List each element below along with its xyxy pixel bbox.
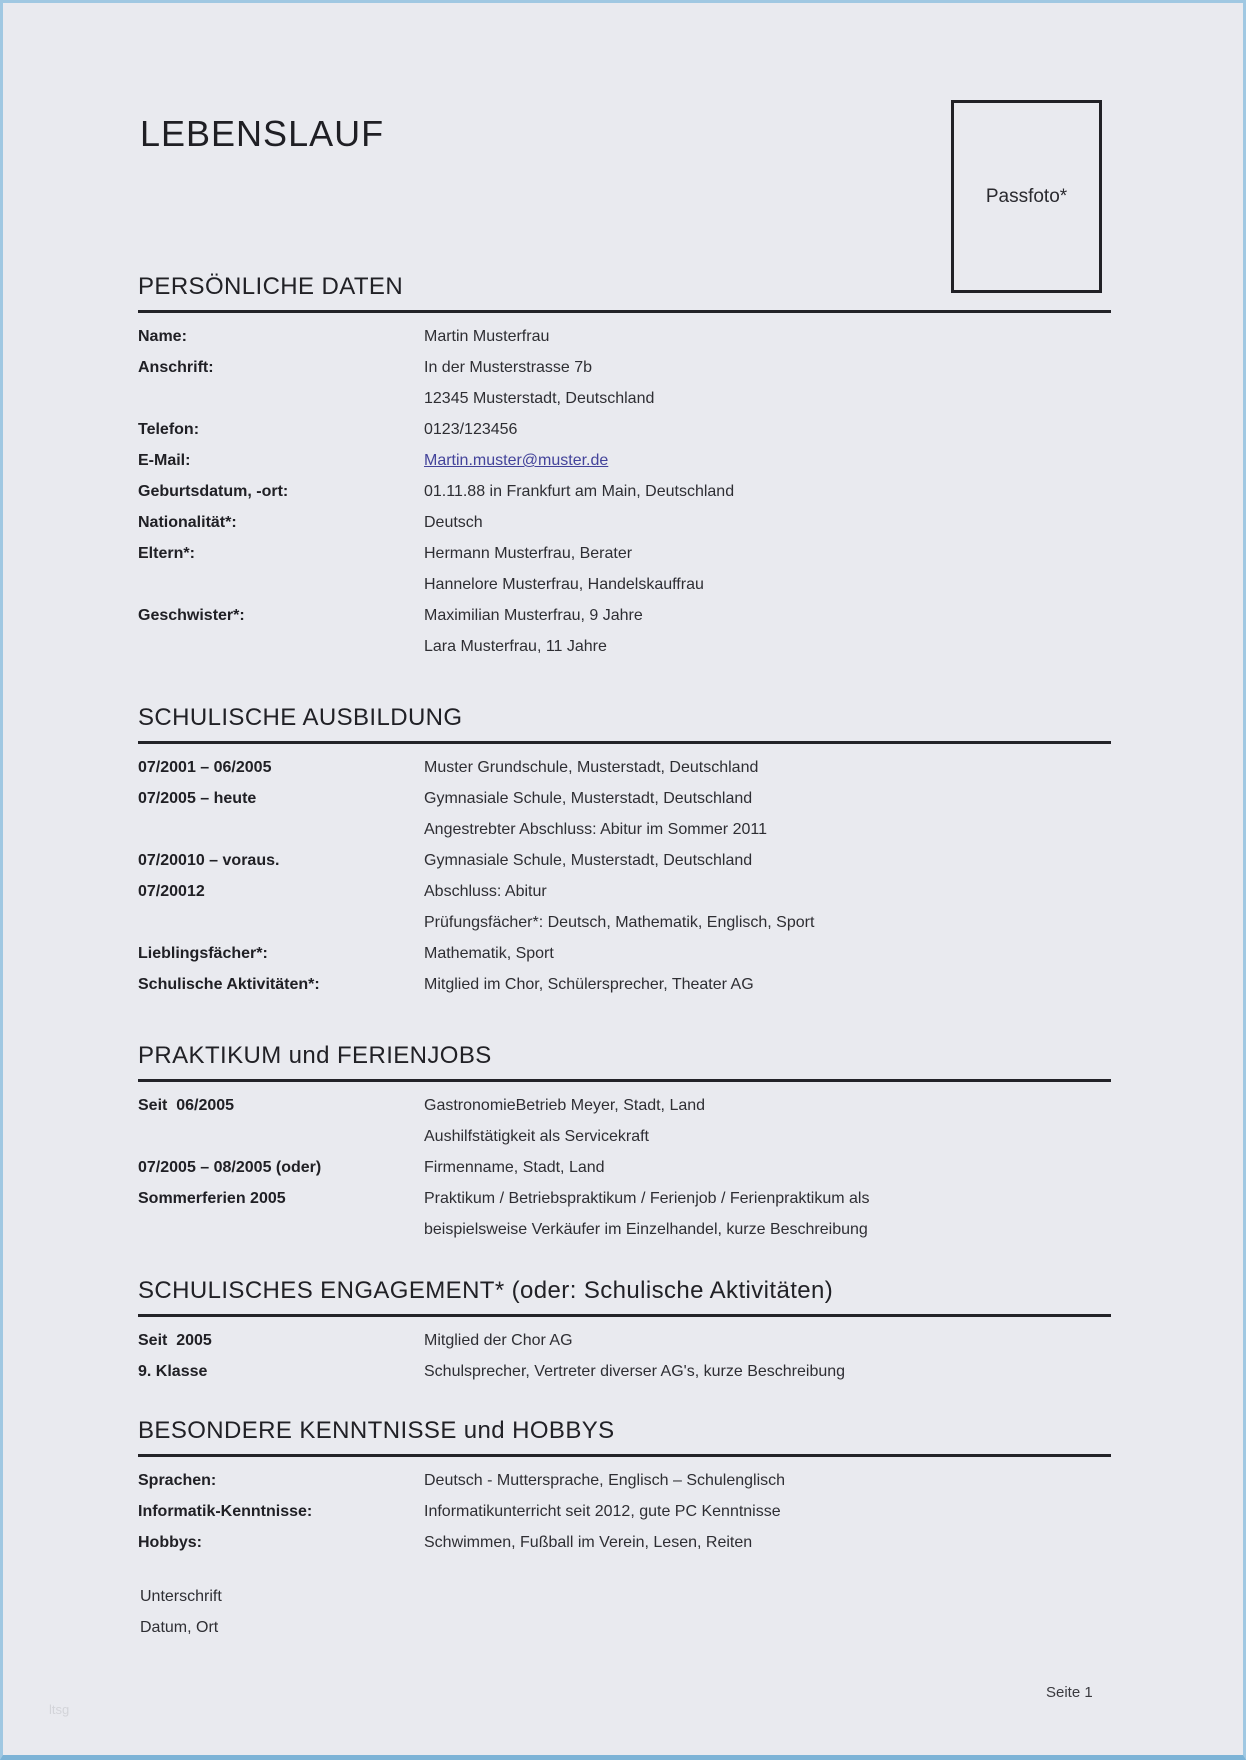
field-value: 12345 Musterstadt, Deutschland: [424, 390, 655, 407]
field-label: Sommerferien 2005: [138, 1190, 286, 1207]
field-value: Hermann Musterfrau, Berater: [424, 545, 633, 562]
field-label: E-Mail:: [138, 452, 191, 469]
field-row: [138, 783, 1111, 814]
page-title: LEBENSLAUF: [140, 113, 385, 154]
field-label: [138, 907, 424, 938]
section-heading: SCHULISCHES ENGAGEMENT* (oder: Schulische Aktivitäten): [138, 1277, 834, 1304]
field-row: [138, 445, 1111, 476]
watermark-text: ltsg: [49, 1702, 70, 1717]
field-row: [138, 538, 1111, 569]
field-value: Mathematik, Sport: [424, 945, 554, 962]
field-label: 07/20012: [138, 883, 205, 900]
section-heading: BESONDERE KENNTNISSE und HOBBYS: [138, 1417, 615, 1444]
field-label: 9. Klasse: [138, 1363, 208, 1380]
field-row: [138, 569, 1111, 600]
field-label: 07/2005 – 08/2005 (oder): [138, 1159, 322, 1176]
field-row: [138, 1090, 1111, 1121]
section-schulisches-engagement: [138, 1277, 1111, 1387]
page-number: Seite 1: [1046, 1684, 1093, 1701]
field-label: Hobbys:: [138, 1534, 202, 1551]
section-heading: SCHULISCHE AUSBILDUNG: [138, 704, 463, 731]
field-row: [138, 1214, 1111, 1245]
email-link[interactable]: Martin.muster@muster.de: [424, 452, 609, 469]
field-label: Informatik-Kenntnisse:: [138, 1503, 313, 1520]
field-row: [138, 907, 1111, 938]
field-label: Telefon:: [138, 421, 200, 438]
field-label: 07/20010 – voraus.: [138, 852, 280, 869]
field-row: [138, 1121, 1111, 1152]
field-value: Hannelore Musterfrau, Handelskauffrau: [424, 576, 704, 593]
field-value: Firmenname, Stadt, Land: [424, 1159, 605, 1176]
field-label: Geschwister*:: [138, 607, 245, 624]
field-label: Seit 06/2005: [138, 1097, 235, 1114]
field-label: [138, 1214, 424, 1245]
section-persoenliche-daten: [138, 273, 1111, 662]
field-value: Schwimmen, Fußball im Verein, Lesen, Reiten: [424, 1534, 753, 1551]
section-rows: [138, 321, 1111, 662]
field-row: [138, 876, 1111, 907]
field-row: [138, 414, 1111, 445]
field-row: [138, 814, 1111, 845]
field-label: Nationalität*:: [138, 514, 237, 531]
field-label: Sprachen:: [138, 1472, 217, 1489]
field-row: [138, 969, 1111, 1000]
field-value: Martin Musterfrau: [424, 328, 550, 345]
field-value: Gymnasiale Schule, Musterstadt, Deutschland: [424, 790, 753, 807]
field-value: 0123/123456: [424, 421, 518, 438]
field-row: [138, 1527, 1111, 1558]
field-label: [138, 1121, 424, 1152]
field-value: Praktikum / Betriebspraktikum / Ferienjob / Ferienpraktikum als: [424, 1190, 870, 1207]
field-value: Deutsch - Muttersprache, Englisch – Schulenglisch: [424, 1472, 786, 1489]
field-value: Aushilfstätigkeit als Servicekraft: [424, 1128, 649, 1145]
passfoto-box: [951, 100, 1102, 293]
field-value: GastronomieBetrieb Meyer, Stadt, Land: [424, 1097, 706, 1114]
date-place-label: Datum, Ort: [140, 1619, 219, 1636]
field-value: In der Musterstrasse 7b: [424, 359, 593, 376]
field-row: [138, 1152, 1111, 1183]
section-heading: PERSÖNLICHE DATEN: [138, 273, 404, 300]
field-row: [138, 383, 1111, 414]
field-value: Lara Musterfrau, 11 Jahre: [424, 638, 607, 655]
field-row: [138, 1465, 1111, 1496]
field-label: [138, 383, 424, 414]
section-rows: [138, 1325, 1111, 1387]
field-value: Mitglied der Chor AG: [424, 1332, 573, 1349]
field-row: [138, 600, 1111, 631]
field-row: [138, 352, 1111, 383]
field-row: [138, 476, 1111, 507]
field-label: Eltern*:: [138, 545, 195, 562]
field-value: Informatikunterricht seit 2012, gute PC Kenntnisse: [424, 1503, 781, 1520]
section-rule: [138, 1314, 1111, 1317]
section-rule: [138, 741, 1111, 744]
section-rows: [138, 1465, 1111, 1558]
section-rows: [138, 752, 1111, 1000]
signature-label: Unterschrift: [140, 1588, 222, 1605]
section-schulische-ausbildung: [138, 704, 1111, 1000]
field-row: [138, 321, 1111, 352]
field-row: [138, 1496, 1111, 1527]
field-value: Angestrebter Abschluss: Abitur im Sommer 2011: [424, 821, 767, 838]
passfoto-label: Passfoto*: [985, 185, 1068, 207]
field-row: [138, 1183, 1111, 1214]
field-row: [138, 1356, 1111, 1387]
section-rule: [138, 1079, 1111, 1082]
field-row: [138, 845, 1111, 876]
section-rows: [138, 1090, 1111, 1245]
section-rule: [138, 1454, 1111, 1457]
field-value: 01.11.88 in Frankfurt am Main, Deutschland: [424, 483, 735, 500]
section-rule: [138, 310, 1111, 313]
field-value: [424, 445, 1111, 476]
field-value: Gymnasiale Schule, Musterstadt, Deutschland: [424, 852, 753, 869]
field-label: Schulische Aktivitäten*:: [138, 976, 320, 993]
field-value: Mitglied im Chor, Schülersprecher, Theater AG: [424, 976, 754, 993]
field-label: Name:: [138, 328, 187, 345]
section-kenntnisse-hobbys: [138, 1417, 1111, 1558]
field-row: [138, 507, 1111, 538]
field-label: [138, 814, 424, 845]
field-value: Schulsprecher, Vertreter diverser AG's, kurze Beschreibung: [424, 1363, 846, 1380]
field-value: Maximilian Musterfrau, 9 Jahre: [424, 607, 643, 624]
field-label: [138, 569, 424, 600]
field-label: Geburtsdatum, -ort:: [138, 483, 289, 500]
field-label: Anschrift:: [138, 359, 214, 376]
resume-content: [138, 273, 1111, 1600]
section-praktikum-ferienjobs: [138, 1042, 1111, 1245]
section-heading: PRAKTIKUM und FERIENJOBS: [138, 1042, 492, 1069]
field-value: beispielsweise Verkäufer im Einzelhandel, kurze Beschreibung: [424, 1221, 868, 1238]
field-label: Lieblingsfächer*:: [138, 945, 268, 962]
signature-block: [140, 1581, 222, 1643]
field-label: Seit 2005: [138, 1332, 212, 1349]
field-row: [138, 631, 1111, 662]
field-label: 07/2005 – heute: [138, 790, 257, 807]
field-row: [138, 752, 1111, 783]
field-value: Deutsch: [424, 514, 483, 531]
field-label: [138, 631, 424, 662]
field-value: Prüfungsfächer*: Deutsch, Mathematik, Englisch, Sport: [424, 914, 815, 931]
field-row: [138, 1325, 1111, 1356]
field-value: Muster Grundschule, Musterstadt, Deutschland: [424, 759, 759, 776]
field-row: [138, 938, 1111, 969]
field-value: Abschluss: Abitur: [424, 883, 547, 900]
field-label: 07/2001 – 06/2005: [138, 759, 272, 776]
